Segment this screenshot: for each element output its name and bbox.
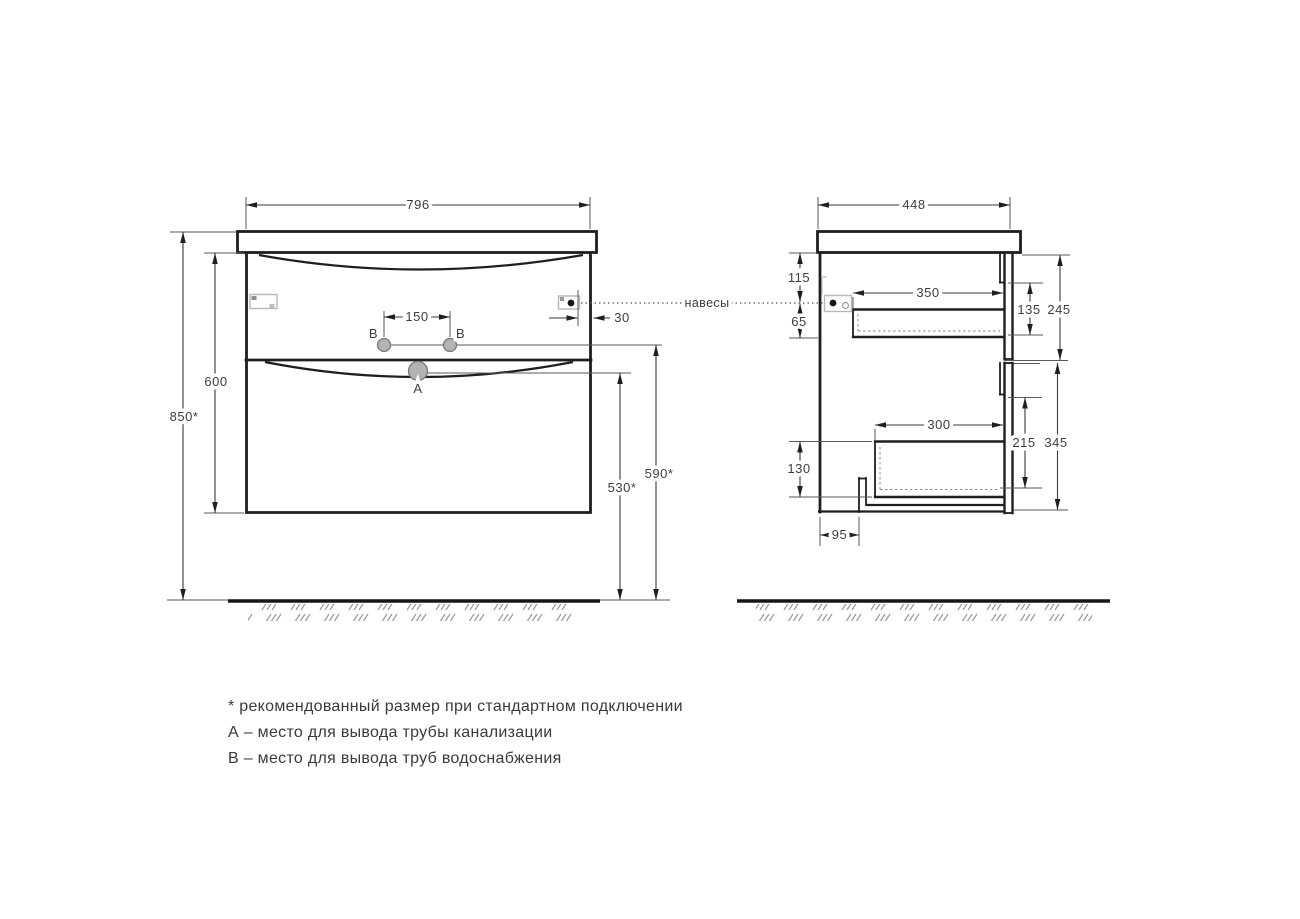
dim-upper-drawer-depth	[853, 285, 1003, 308]
label-a: A	[413, 381, 423, 396]
dim-label-depth: 448	[902, 197, 926, 212]
dim-label-width: 796	[406, 197, 430, 212]
wall-hanger-right	[559, 296, 580, 309]
upper-drawer-box	[853, 310, 1003, 338]
notes-block	[228, 698, 683, 767]
dim-lower-drawer-depth	[875, 417, 1003, 440]
upper-drawer-front	[1000, 253, 1013, 359]
dim-label-300: 300	[927, 417, 951, 432]
side-view	[737, 197, 1110, 621]
hanger-screw	[568, 300, 575, 307]
bottom-bracket	[859, 478, 866, 512]
dim-label-350: 350	[916, 285, 940, 300]
drain-port	[409, 362, 428, 381]
hanger-hole	[843, 303, 849, 309]
dim-front-width	[246, 197, 590, 229]
floor-hatch	[248, 604, 580, 621]
dim-hanger-from-top	[788, 253, 817, 302]
dim-label-215: 215	[1012, 435, 1036, 450]
dim-lower-inner-height	[1000, 398, 1042, 489]
front-view	[167, 197, 673, 621]
hangers-label: навесы	[684, 296, 730, 310]
dim-hanger-to-shelf	[789, 304, 818, 339]
dim-bottom-recess	[820, 517, 859, 546]
wall-hanger-left	[250, 295, 277, 309]
dim-label-345: 345	[1044, 435, 1068, 450]
dim-label-offset: 30	[614, 310, 630, 325]
hangers-callout	[581, 296, 829, 310]
hanger-screw	[830, 300, 837, 307]
hanger-detail	[560, 297, 564, 301]
note-b: В – место для вывода труб водоснабжения	[228, 750, 562, 767]
dim-label-cabinet-height: 600	[204, 374, 228, 389]
dim-label-overall-height: 850*	[169, 409, 199, 424]
water-port-right	[444, 339, 457, 352]
dim-label-115: 115	[787, 270, 811, 285]
dim-cabinet-height	[204, 253, 244, 513]
lower-drawer-front	[1000, 363, 1013, 513]
dim-label-130: 130	[787, 461, 811, 476]
dim-label-holes-spacing: 150	[405, 309, 429, 324]
dim-overall-height	[167, 232, 236, 600]
countertop-front	[238, 232, 597, 253]
dim-label-135: 135	[1017, 302, 1041, 317]
lower-drawer-box	[875, 442, 1003, 498]
water-port-left	[378, 339, 391, 352]
floor-hatch	[756, 604, 1092, 621]
note-asterisk: * рекомендованный размер при стандартном подключении	[228, 698, 683, 715]
note-a: А – место для вывода трубы канализации	[228, 724, 553, 741]
dim-water-height	[645, 345, 674, 600]
dim-label-245: 245	[1047, 302, 1071, 317]
dim-depth	[818, 197, 1010, 229]
dim-drain-height	[608, 373, 637, 600]
dim-label-65: 65	[791, 314, 807, 329]
dim-label-water-height: 590*	[644, 466, 674, 481]
label-b-left: B	[368, 326, 378, 341]
hanger-detail	[252, 296, 257, 300]
hanger-detail	[270, 304, 275, 308]
label-b-right: B	[456, 326, 466, 341]
upper-drawer-handle-curve	[259, 255, 583, 270]
wall-hanger-side	[822, 277, 852, 312]
dim-label-drain-height: 530*	[607, 480, 637, 495]
dim-label-95: 95	[831, 527, 848, 542]
countertop-side	[818, 232, 1021, 253]
